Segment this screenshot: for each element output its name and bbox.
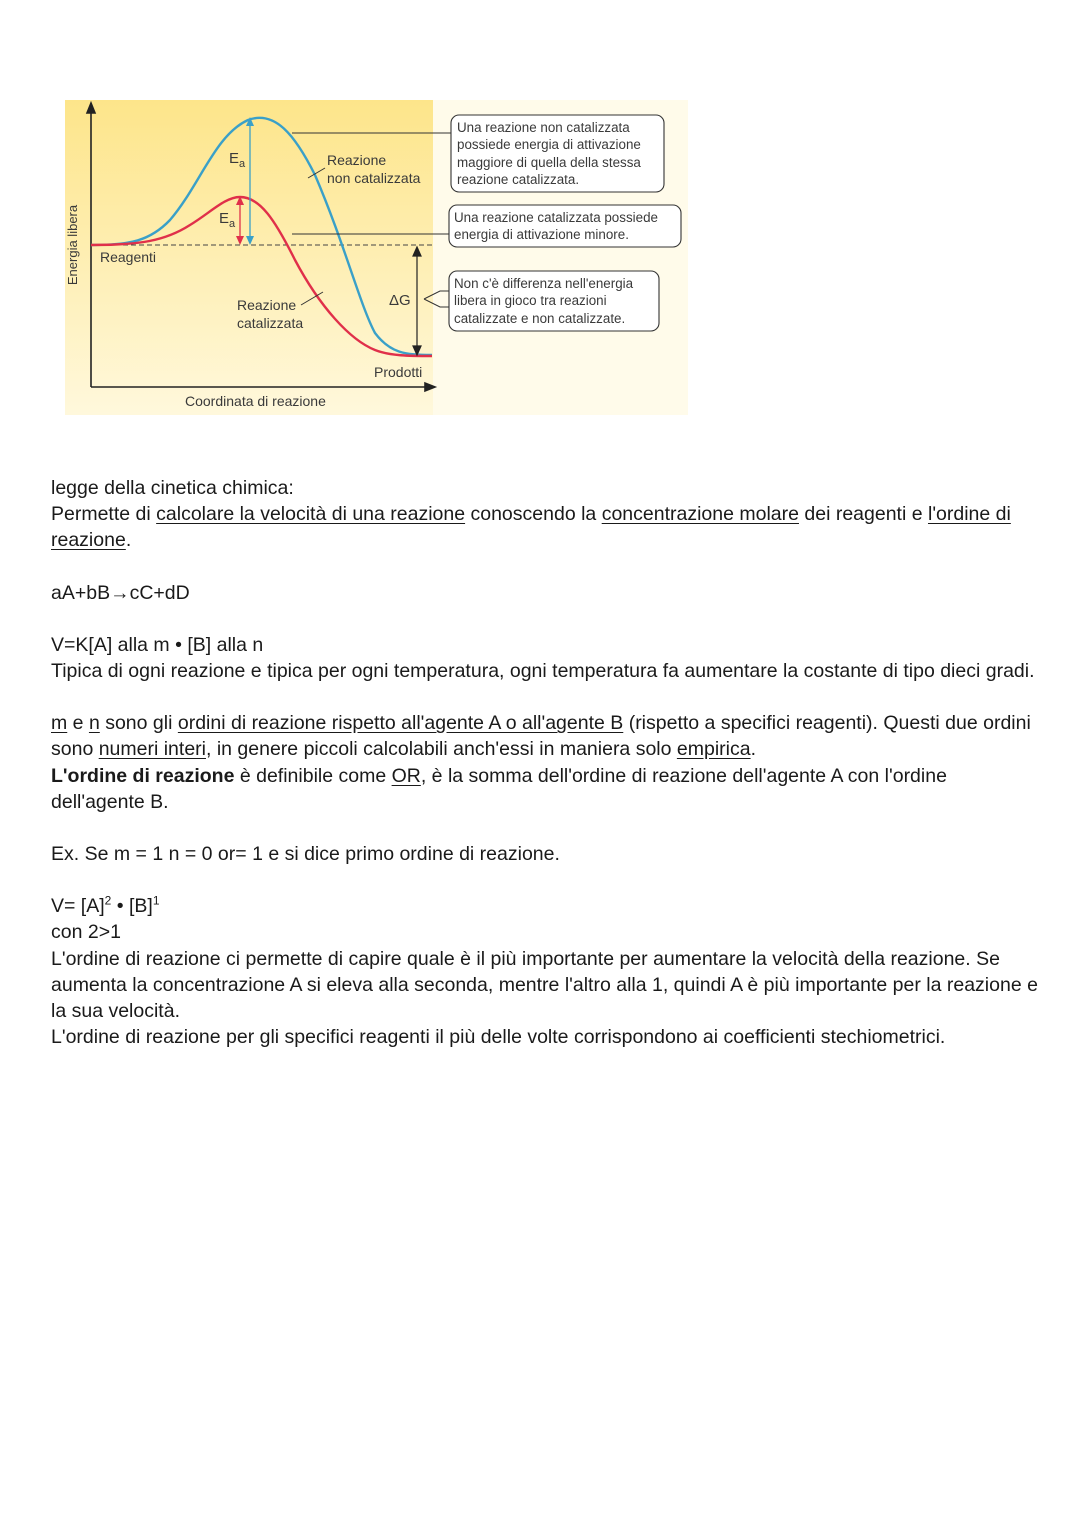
ea-label-uncatalyzed: $E_a$ [229,150,246,170]
y-axis-label: Energia libera [65,204,80,286]
ea-label-catalyzed: $E_a$ [219,210,236,230]
section-heading: legge della cinetica chimica: [51,477,294,499]
document-body [51,475,1041,1050]
catalyzed-label: Reazione catalizzata [237,297,304,331]
example-line: Ex. Se m = 1 n = 0 or= 1 e si dice primo ordine di reazione. [51,843,560,866]
svg-text:Una reazione non catalizzata: Una reazione non catalizzata possiede energia di attivazione maggiore di quella della stessa reazione catalizzata. [457,120,641,187]
paragraph-importance: L'ordine di reazione ci permette di capire quale è il più importante per aumentare la velocità della reazione. Se aumenta la concentrazione A si eleva alla seconda, mentre l'altro alla 1, quindi A è più importante per la reazione e la sua velocità. [51,947,1038,1023]
paragraph-stoichiometry: L'ordine di reazione per gli specifici reagenti il più delle volte corrispondono ai coefficienti stechiometrici. [51,1026,946,1049]
rate-law: V=K[A] alla m • [B] alla n [51,633,264,656]
svg-text:Una reazione catalizzata possi: Una reazione catalizzata possiede energia di attivazione minore. [454,210,658,242]
callout-2 [449,205,681,247]
v-formula: $V= [A]^2$ • $[B]^1$ [51,893,160,918]
reagenti-label: Reagenti [100,249,157,265]
callout-3 [449,271,659,331]
svg-text:Non c'è differenza nell'energi: Non c'è differenza nell'energia libera in gioco tra reazioni catalizzate e non catalizzate. [454,276,634,326]
callout-1 [451,115,664,192]
uncatalyzed-label: Reazione non catalizzata [327,152,421,186]
paragraph-total-order: L'ordine di reazione è definibile come OR, è la somma dell'ordine di reazione dell'agente A con l'ordine dell'agente B. [51,764,947,813]
reaction-equation: aA+bB→cC+dD [51,581,190,604]
paragraph-definition: Permette di calcolare la velocità di una reazione conoscendo la concentrazione molare dei reagenti e l'ordine di reazione. [51,503,1011,552]
paragraph-orders: m e n sono gli ordini di reazione rispetto all'agente A o all'agente B (rispetto a specifici reagenti). Questi due ordini sono numeri interi, in genere piccoli calcolabili anch'essi in maniera solo empirica. [51,712,1031,761]
delta-g-label: ΔG [389,292,411,309]
energy-diagram [60,95,690,420]
con-line: con 2>1 [51,921,121,944]
x-axis-label: Coordinata di reazione [185,393,326,409]
prodotti-label: Prodotti [374,364,423,380]
paragraph-constant: Tipica di ogni reazione e tipica per ogni temperatura, ogni temperatura fa aumentare la costante di tipo dieci gradi. [51,660,1035,683]
